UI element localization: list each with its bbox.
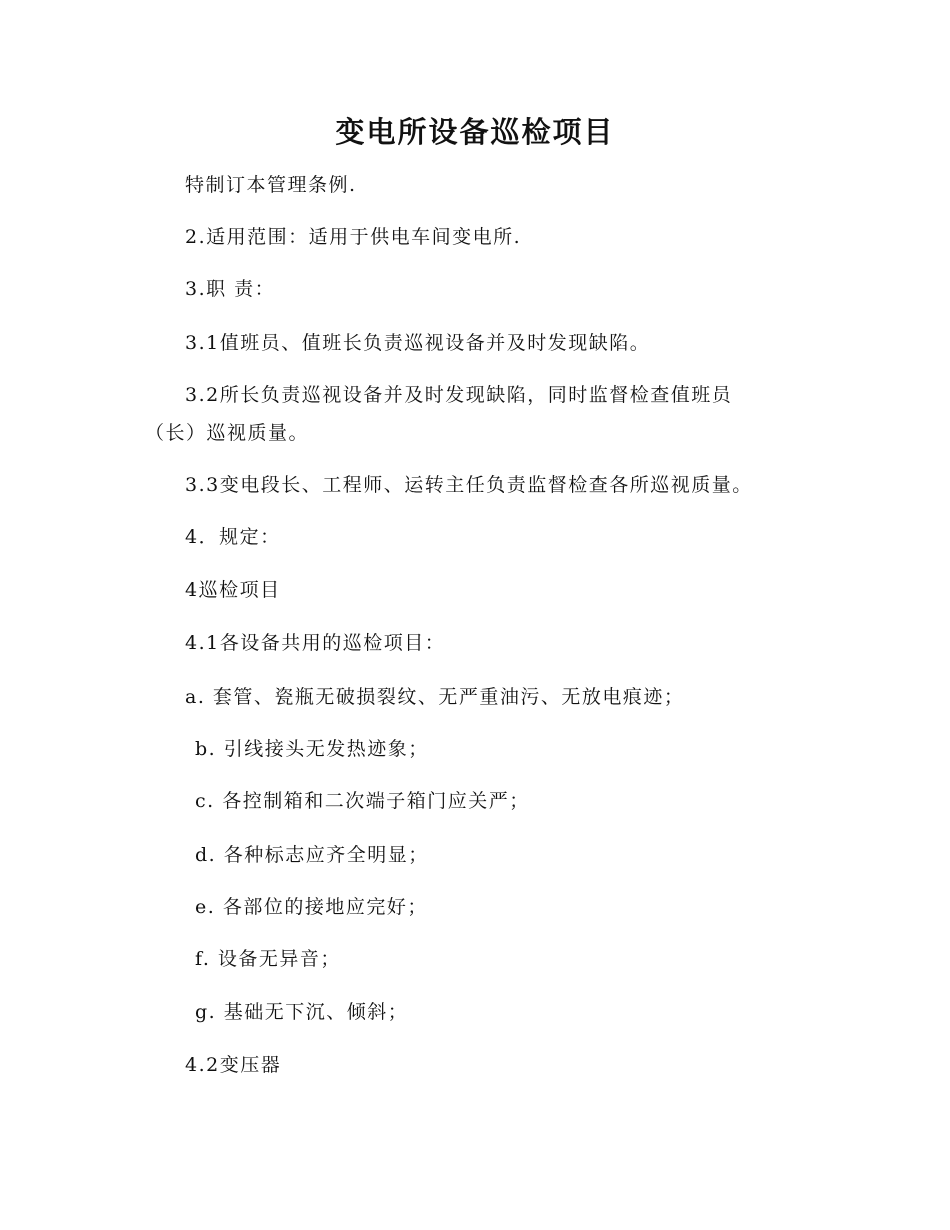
list-item-b: b. 引线接头无发热迹象；	[195, 738, 429, 760]
document-title: 变电所设备巡检项目	[335, 115, 615, 149]
paragraph-scope: 2.适用范围：适用于供电车间变电所.	[185, 226, 522, 248]
list-item-c: c. 各控制箱和二次端子箱门应关严；	[195, 790, 530, 812]
paragraph-duty-3-3: 3.3变电段长、工程师、运转主任负责监督检查各所巡视质量。	[185, 474, 753, 496]
paragraph-duty-3-2: 3.2所长负责巡视设备并及时发现缺陷，同时监督检查值班员	[185, 384, 733, 406]
list-item-g: g. 基础无下沉、倾斜；	[195, 1001, 409, 1023]
paragraph-intro: 特制订本管理条例.	[185, 174, 357, 196]
paragraph-duties-heading: 3.职 责：	[185, 278, 276, 300]
paragraph-transformer-heading: 4.2变压器	[185, 1054, 282, 1076]
list-item-f: f. 设备无异音；	[195, 948, 341, 970]
paragraph-rules-heading: 4．规定：	[185, 526, 281, 548]
paragraph-common-items-heading: 4.1各设备共用的巡检项目：	[185, 632, 446, 654]
list-item-d: d. 各种标志应齐全明显；	[195, 844, 429, 866]
list-item-e: e. 各部位的接地应完好；	[195, 896, 428, 918]
paragraph-duty-3-2-continued: （长）巡视质量。	[145, 422, 310, 444]
list-item-a: a. 套管、瓷瓶无破损裂纹、无严重油污、无放电痕迹；	[185, 686, 685, 708]
paragraph-inspection-heading: 4巡检项目	[185, 579, 281, 601]
paragraph-duty-3-1: 3.1值班员、值班长负责巡视设备并及时发现缺陷。	[185, 332, 651, 354]
